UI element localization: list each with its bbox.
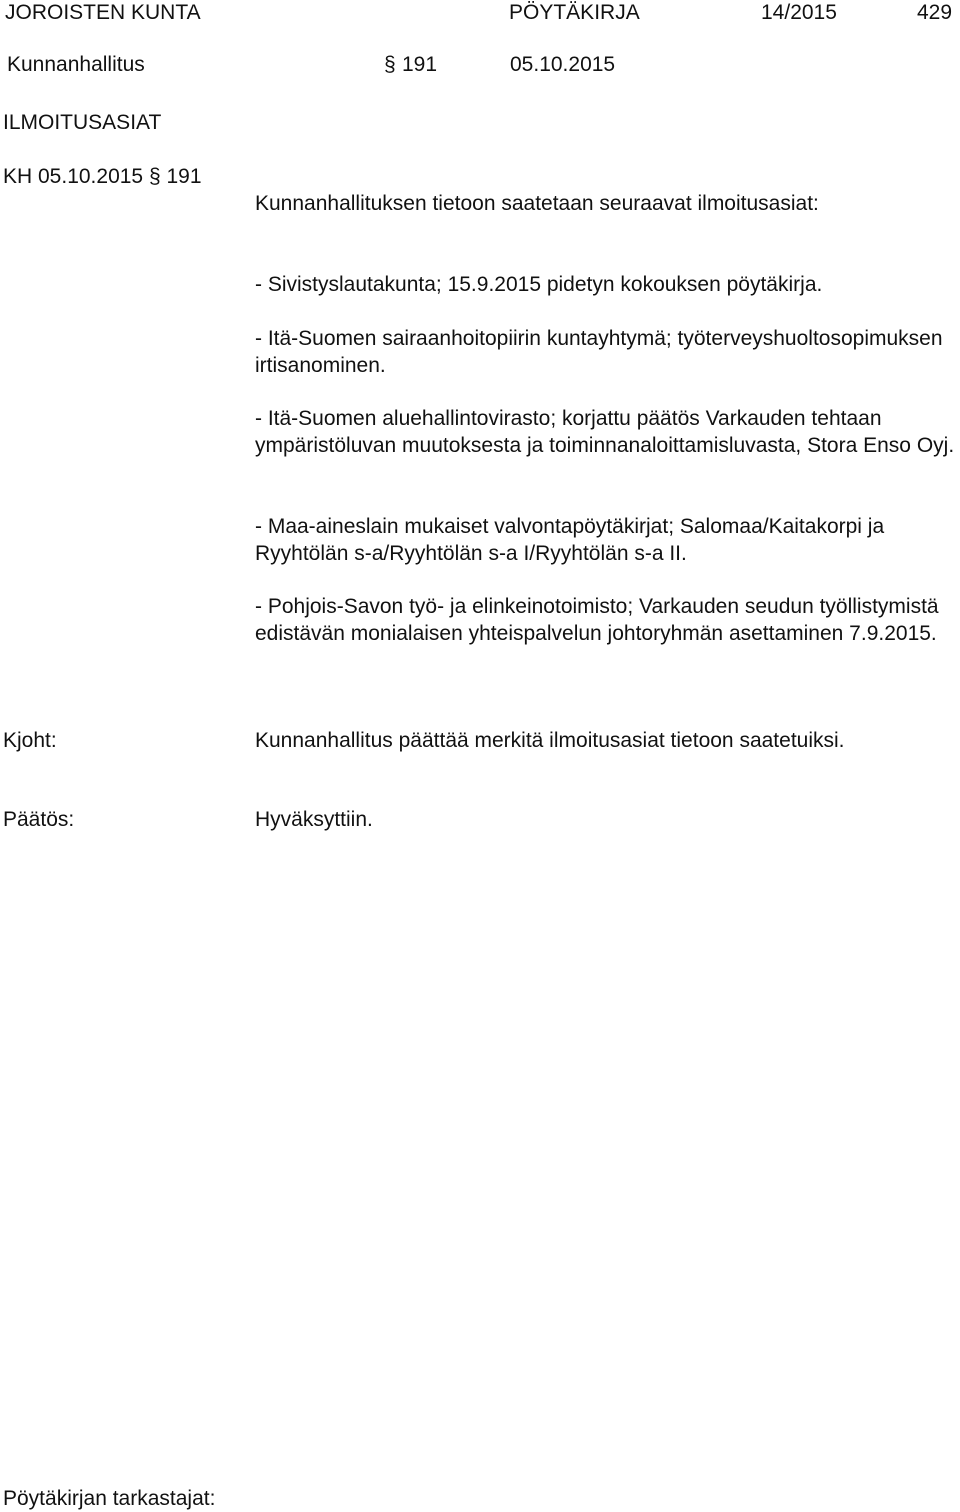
section-title: ILMOITUSASIAT — [3, 111, 162, 134]
header-section-number: 191 — [402, 53, 438, 76]
document-type: PÖYTÄKIRJA — [509, 1, 640, 24]
list-item-text: - Itä-Suomen sairaanhoitopiirin kuntayhtymä; työterveyshuoltosopimuksen irtisanominen. — [255, 327, 943, 377]
reference-number: 191 — [166, 165, 202, 188]
list-item — [255, 325, 955, 379]
reference-line — [3, 164, 202, 190]
proposal-label: Kjoht: — [3, 729, 57, 752]
municipality-name: JOROISTEN KUNTA — [5, 1, 201, 24]
reference-text: KH 05.10.2015 — [3, 165, 144, 188]
document-number: 14/2015 — [761, 1, 837, 24]
decision-text: Hyväksyttiin. — [255, 808, 373, 831]
reviewers-label: Pöytäkirjan tarkastajat: — [3, 1487, 216, 1510]
list-item: - Pohjois-Savon työ- ja elinkeinotoimisto; Varkauden seudun työllistymistä edistävän monialaisen yhteispalvelun johtoryhmän asettaminen 7.9.2015. — [255, 595, 939, 645]
list-item: - Maa-aineslain mukaiset valvontapöytäkirjat; Salomaa/Kaitakorpi ja Ryyhtölän s-a/Ryyhtölän s-a I/Ryyhtölän s-a II. — [255, 515, 885, 565]
list-item: - Itä-Suomen aluehallintovirasto; korjattu päätös Varkauden tehtaan ympäristöluvan muutoksesta ja toiminnanaloittamisluvasta, Stora Enso Oyj. — [255, 407, 955, 457]
governing-body: Kunnanhallitus — [7, 53, 145, 76]
intro-text: Kunnanhallituksen tietoon saatetaan seuraavat ilmoitusasiat: — [255, 192, 819, 215]
section-sign: § — [384, 53, 396, 76]
decision-label: Päätös: — [3, 808, 75, 831]
meeting-date: 05.10.2015 — [510, 53, 616, 76]
reference-section-sign: § — [148, 165, 161, 188]
page-number: 429 — [917, 1, 953, 24]
list-item: - Sivistyslautakunta; 15.9.2015 pidetyn kokouksen pöytäkirja. — [255, 273, 823, 296]
proposal-text: Kunnanhallitus päättää merkitä ilmoitusasiat tietoon saatetuiksi. — [255, 729, 845, 752]
